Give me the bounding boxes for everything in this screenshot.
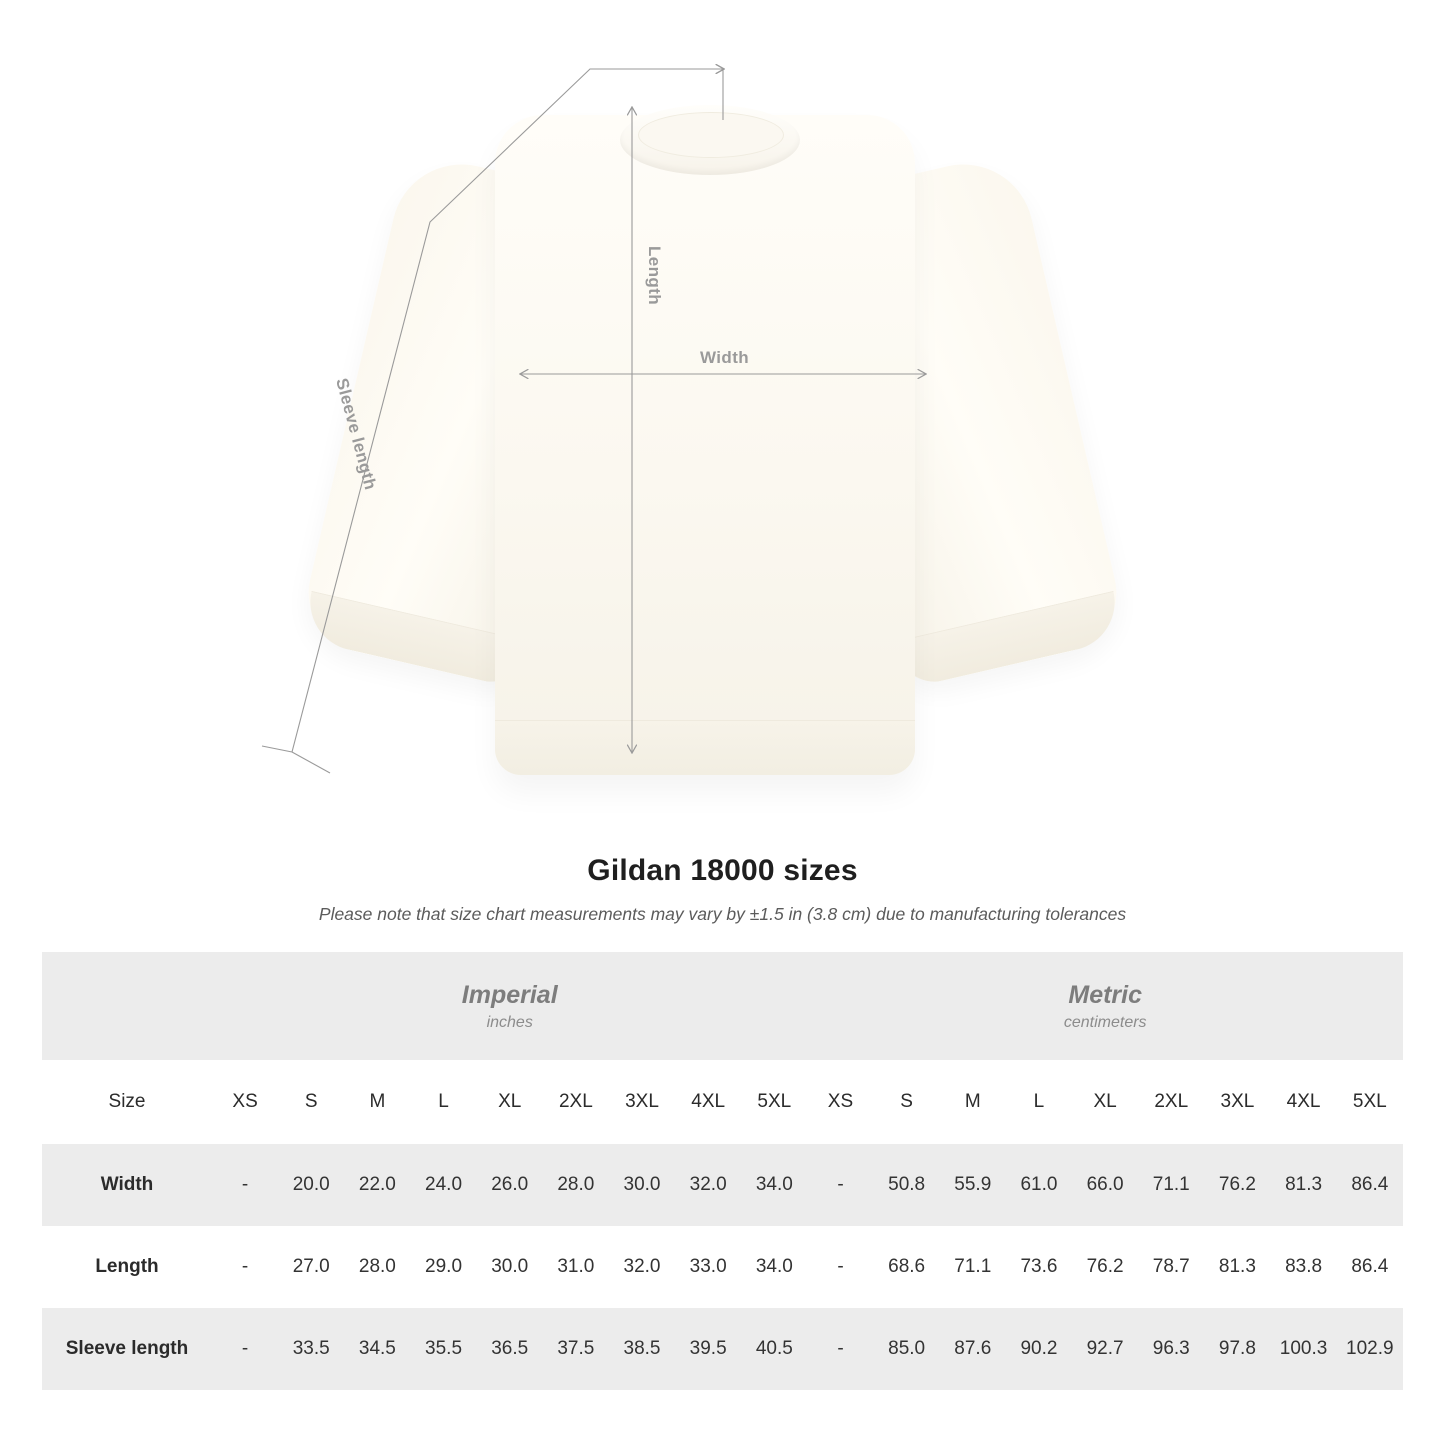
cell-length-in-m: 28.0 xyxy=(358,1256,396,1277)
cell-sleeve-cm-xs: - xyxy=(807,1308,873,1390)
cell-width-cm-5xl: 86.4 xyxy=(1337,1144,1403,1226)
metric-subtitle: centimeters xyxy=(1063,1014,1147,1032)
cell-length-in-s: 27.0 xyxy=(292,1256,330,1277)
metric-title: Metric xyxy=(1068,980,1143,1009)
table-row xyxy=(42,1144,1403,1226)
cell-width-in-xl: 26.0 xyxy=(477,1144,543,1226)
cell-width-cm-s: 50.8 xyxy=(874,1144,940,1226)
tolerance-note: Please note that size chart measurements may vary by ±1.5 in (3.8 cm) due to manufacturing tolerances xyxy=(318,904,1127,924)
cell-sleeve-in-5xl: 40.5 xyxy=(741,1308,807,1390)
cell-width-cm-2xl: 71.1 xyxy=(1138,1144,1204,1226)
unit-header-row xyxy=(42,952,1403,1060)
col-head-metric-2xl: 2XL xyxy=(1138,1060,1204,1144)
cell-length-cm-xs: - xyxy=(837,1256,844,1277)
cell-width-in-l: 24.0 xyxy=(410,1144,476,1226)
sleeve-length-dimension xyxy=(262,69,723,773)
cell-width-cm-l: 61.0 xyxy=(1006,1144,1072,1226)
cell-sleeve-cm-s: 85.0 xyxy=(874,1308,940,1390)
cell-sleeve-in-xl: 36.5 xyxy=(477,1308,543,1390)
size-chart-table xyxy=(42,952,1403,1390)
cell-sleeve-cm-l: 90.2 xyxy=(1006,1308,1072,1390)
cell-width-cm-4xl: 81.3 xyxy=(1271,1144,1337,1226)
col-head-metric-xl: XL xyxy=(1072,1060,1138,1144)
sleeve-length-label: Sleeve length xyxy=(332,376,381,492)
cell-width-cm-xl: 66.0 xyxy=(1072,1144,1138,1226)
cell-sleeve-in-l: 35.5 xyxy=(410,1308,476,1390)
cell-sleeve-in-3xl: 38.5 xyxy=(609,1308,675,1390)
col-head-imperial-3xl: 3XL xyxy=(609,1060,675,1144)
cell-width-in-4xl: 32.0 xyxy=(675,1144,741,1226)
col-head-metric-5xl: 5XL xyxy=(1337,1060,1403,1144)
width-dimension xyxy=(521,348,925,374)
cell-sleeve-in-xs: - xyxy=(212,1308,278,1390)
width-label: Width xyxy=(700,348,750,367)
cell-length-cm-4xl: 83.8 xyxy=(1285,1256,1323,1277)
metric-header xyxy=(807,952,1403,1060)
col-head-imperial-l: L xyxy=(410,1060,476,1144)
cell-sleeve-cm-2xl: 96.3 xyxy=(1138,1308,1204,1390)
cell-length-in-l: 29.0 xyxy=(425,1256,463,1277)
table-row xyxy=(42,1308,1403,1390)
size-header-label: Size xyxy=(42,1060,212,1144)
cell-length-in-2xl: 31.0 xyxy=(557,1256,595,1277)
col-head-imperial-xs: XS xyxy=(212,1060,278,1144)
cell-length-cm-xl: 76.2 xyxy=(1086,1256,1124,1277)
cell-width-in-xs: - xyxy=(212,1144,278,1226)
table-row xyxy=(42,1226,1403,1308)
cell-width-in-3xl: 30.0 xyxy=(609,1144,675,1226)
cell-length-in-3xl: 32.0 xyxy=(623,1256,661,1277)
col-head-imperial-4xl: 4XL xyxy=(675,1060,741,1144)
cell-width-cm-m: 55.9 xyxy=(940,1144,1006,1226)
cell-length-cm-l: 73.6 xyxy=(1020,1256,1058,1277)
col-head-imperial-2xl: 2XL xyxy=(543,1060,609,1144)
cell-width-cm-3xl: 76.2 xyxy=(1204,1144,1270,1226)
cell-length-cm-2xl: 78.7 xyxy=(1152,1256,1190,1277)
cell-width-in-5xl: 34.0 xyxy=(741,1144,807,1226)
cell-width-in-m: 22.0 xyxy=(344,1144,410,1226)
cell-sleeve-cm-5xl: 102.9 xyxy=(1337,1308,1403,1390)
cell-length-in-xs: - xyxy=(241,1256,249,1277)
cell-length-cm-s: 68.6 xyxy=(888,1256,926,1277)
cell-width-in-s: 20.0 xyxy=(278,1144,344,1226)
col-head-metric-3xl: 3XL xyxy=(1204,1060,1270,1144)
row-label-sleeve-length: Sleeve length xyxy=(42,1308,212,1390)
cell-width-cm-xs: - xyxy=(807,1144,873,1226)
cell-sleeve-cm-4xl: 100.3 xyxy=(1271,1308,1337,1390)
cell-width-in-2xl: 28.0 xyxy=(543,1144,609,1226)
cell-sleeve-in-m: 34.5 xyxy=(344,1308,410,1390)
cell-length-in-5xl: 34.0 xyxy=(755,1256,793,1277)
imperial-header xyxy=(212,952,807,1060)
page-title: Gildan 18000 sizes xyxy=(587,854,858,887)
col-head-metric-xs: XS xyxy=(807,1060,873,1144)
cell-sleeve-cm-3xl: 97.8 xyxy=(1204,1308,1270,1390)
col-head-metric-l: L xyxy=(1006,1060,1072,1144)
col-head-imperial-s: S xyxy=(278,1060,344,1144)
col-head-metric-s: S xyxy=(874,1060,940,1144)
cell-sleeve-cm-xl: 92.7 xyxy=(1072,1308,1138,1390)
row-label-length: Length xyxy=(95,1256,159,1277)
col-head-imperial-m: M xyxy=(344,1060,410,1144)
cell-length-in-xl: 30.0 xyxy=(491,1256,529,1277)
size-header-row xyxy=(42,1060,1403,1144)
col-head-imperial-5xl: 5XL xyxy=(741,1060,807,1144)
cell-sleeve-in-s: 33.5 xyxy=(278,1308,344,1390)
cell-length-cm-3xl: 81.3 xyxy=(1218,1256,1256,1277)
col-head-imperial-xl: XL xyxy=(477,1060,543,1144)
cell-length-cm-5xl: 86.4 xyxy=(1351,1256,1389,1277)
cell-sleeve-cm-m: 87.6 xyxy=(940,1308,1006,1390)
cell-sleeve-in-4xl: 39.5 xyxy=(675,1308,741,1390)
length-label: Length xyxy=(645,246,664,306)
cell-sleeve-in-2xl: 37.5 xyxy=(543,1308,609,1390)
imperial-subtitle: inches xyxy=(486,1014,533,1032)
row-label-width: Width xyxy=(42,1144,212,1226)
unit-header-spacer xyxy=(42,952,212,1060)
cell-length-in-4xl: 33.0 xyxy=(689,1256,727,1277)
length-dimension xyxy=(632,108,664,752)
col-head-metric-4xl: 4XL xyxy=(1271,1060,1337,1144)
col-head-metric-m: M xyxy=(940,1060,1006,1144)
cell-length-cm-m: 71.1 xyxy=(954,1256,992,1277)
imperial-title: Imperial xyxy=(461,980,558,1009)
title-block xyxy=(0,854,1445,925)
